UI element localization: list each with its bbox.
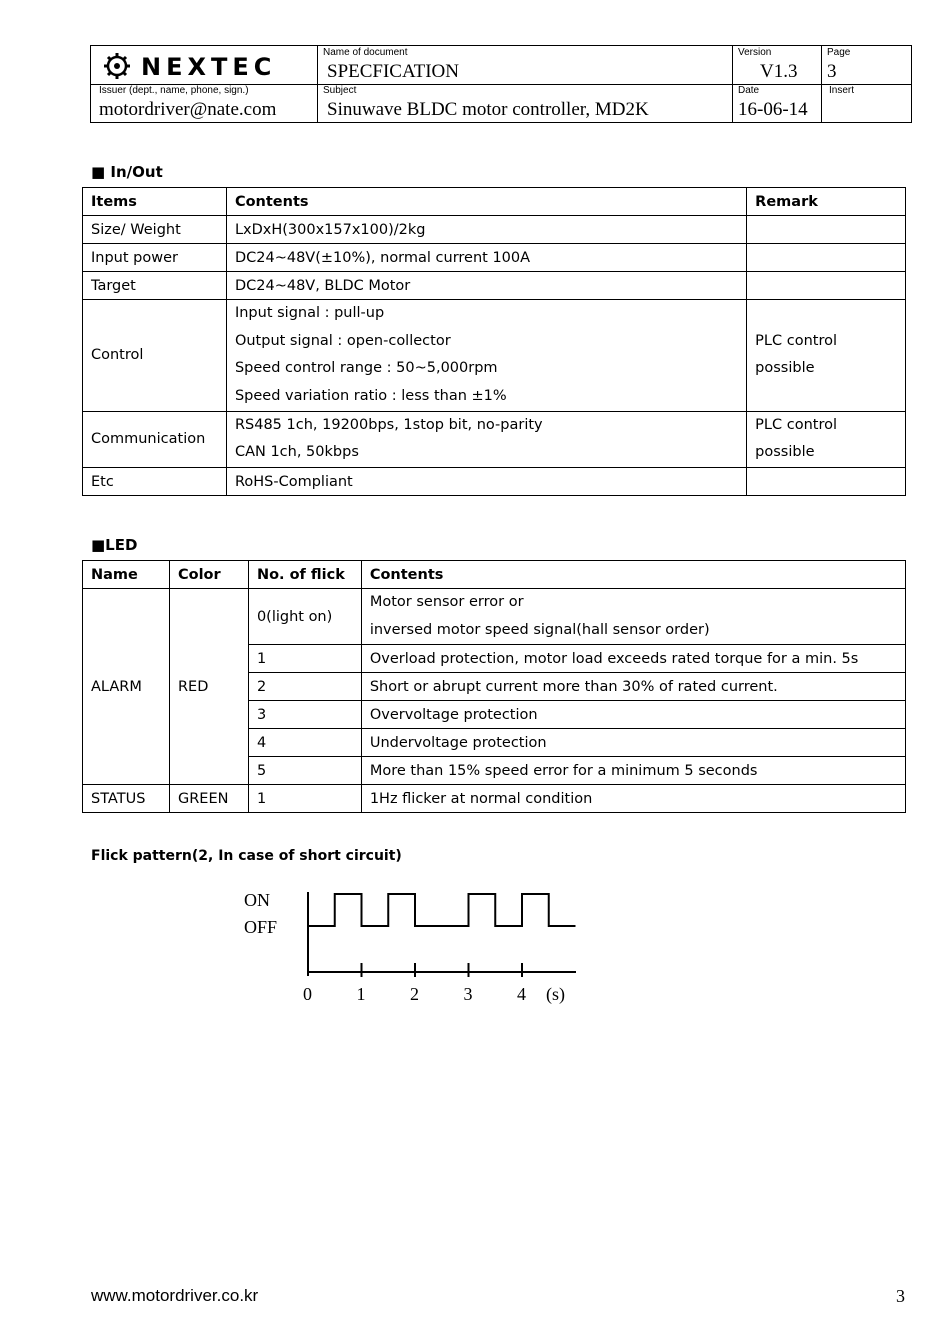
- off-label: OFF: [244, 917, 278, 937]
- gear-icon: [101, 52, 133, 80]
- insert-label: Insert: [829, 85, 855, 96]
- contents-cell: Short or abrupt current more than 30% of rated current.: [361, 673, 905, 701]
- contents-line: Speed control range : 50~5,000rpm: [234, 360, 498, 377]
- doc-name-label: Name of document: [323, 47, 408, 58]
- contents-cell: RoHS-Compliant: [226, 468, 746, 496]
- contents-cell: Overload protection, motor load exceeds rated torque for a min. 5s: [361, 645, 905, 673]
- contents-cell: [361, 589, 905, 645]
- time-tick-label: 0: [303, 984, 312, 1004]
- flick-count-cell: 0(light on): [248, 589, 361, 645]
- item-cell: Input power: [83, 244, 227, 272]
- time-tick-label: 1: [356, 984, 366, 1004]
- contents-cell: More than 15% speed error for a minimum 5 seconds: [361, 757, 905, 785]
- flick-pattern-diagram: [230, 880, 650, 1020]
- issuer-value: motordriver@nate.com: [99, 99, 277, 120]
- contents-cell: LxDxH(300x157x100)/2kg: [226, 216, 746, 244]
- table-row: [83, 468, 906, 496]
- page-label: Page: [827, 47, 851, 58]
- doc-name-cell: [317, 46, 732, 84]
- insert-cell: [821, 84, 913, 122]
- column-header: Name: [83, 561, 170, 589]
- column-header: Color: [169, 561, 248, 589]
- column-header: No. of flick: [248, 561, 361, 589]
- page-cell: [821, 46, 913, 84]
- contents-cell: [226, 411, 746, 467]
- column-header: Contents: [361, 561, 905, 589]
- remark-cell: [747, 411, 906, 467]
- subject-value: Sinuwave BLDC motor controller, MD2K: [327, 99, 649, 120]
- contents-line: RS485 1ch, 19200bps, 1stop bit, no-parity: [234, 416, 543, 433]
- table-header-row: [83, 188, 906, 216]
- flick-count-cell: 4: [248, 729, 361, 757]
- item-cell: Control: [83, 300, 227, 412]
- contents-line: CAN 1ch, 50kbps: [234, 444, 359, 461]
- flick-pattern-title: Flick pattern(2, In case of short circuit): [91, 848, 402, 864]
- inout-table: [82, 187, 906, 496]
- led-name-cell: STATUS: [83, 785, 170, 813]
- version-value: V1.3: [760, 61, 798, 82]
- version-label: Version: [738, 47, 772, 58]
- table-header-row: [83, 561, 906, 589]
- contents-line: Speed variation ratio : less than ±1%: [234, 388, 507, 405]
- remark-line: PLC control: [755, 332, 837, 349]
- contents-line: Output signal : open-collector: [234, 332, 451, 349]
- column-header: Contents: [226, 188, 746, 216]
- contents-line: Input signal : pull-up: [234, 305, 385, 321]
- flick-count-cell: 1: [248, 645, 361, 673]
- led-title: ■LED: [91, 536, 138, 554]
- on-label: ON: [244, 890, 270, 910]
- inout-title: ■ In/Out: [91, 163, 163, 181]
- remark-line: possible: [755, 360, 815, 377]
- time-tick-label: 2: [410, 984, 419, 1004]
- item-cell: Etc: [83, 468, 227, 496]
- table-row: [83, 589, 906, 645]
- version-cell: [732, 46, 821, 84]
- contents-line: inversed motor speed signal(hall sensor order): [369, 621, 710, 638]
- time-unit-label: (s): [546, 984, 565, 1004]
- contents-line: Motor sensor error or: [369, 594, 524, 610]
- date-cell: [732, 84, 821, 122]
- contents-cell: 1Hz flicker at normal condition: [361, 785, 905, 813]
- item-cell: Target: [83, 272, 227, 300]
- column-header: Items: [83, 188, 227, 216]
- footer-website: www.motordriver.co.kr: [91, 1286, 259, 1305]
- table-row: [83, 785, 906, 813]
- led-color-cell: GREEN: [169, 785, 248, 813]
- date-value: 16-06-14: [738, 99, 808, 120]
- led-name-cell: ALARM: [83, 589, 170, 785]
- remark-line: PLC control: [755, 416, 837, 433]
- flick-waveform: [308, 892, 576, 976]
- flick-count-cell: 2: [248, 673, 361, 701]
- table-row: [83, 216, 906, 244]
- document-header: [90, 45, 912, 123]
- issuer-label: Issuer (dept., name, phone, sign.): [99, 85, 249, 96]
- table-row: [83, 244, 906, 272]
- page-value: 3: [827, 61, 837, 82]
- table-row: [83, 272, 906, 300]
- flick-count-cell: 1: [248, 785, 361, 813]
- doc-name: SPECFICATION: [327, 61, 459, 82]
- nextec-logo: [99, 52, 317, 80]
- contents-cell: Undervoltage protection: [361, 729, 905, 757]
- logo-text: NEXTEC: [141, 53, 277, 81]
- remark-cell: [747, 468, 906, 496]
- item-cell: Size/ Weight: [83, 216, 227, 244]
- flick-count-cell: 5: [248, 757, 361, 785]
- contents-cell: [226, 300, 746, 412]
- flick-count-cell: 3: [248, 701, 361, 729]
- time-tick-label: 4: [517, 984, 526, 1004]
- remark-cell: [747, 216, 906, 244]
- led-color-cell: RED: [169, 589, 248, 785]
- remark-cell: [747, 300, 906, 412]
- item-cell: Communication: [83, 411, 227, 467]
- remark-cell: [747, 272, 906, 300]
- footer-page-number: 3: [896, 1286, 905, 1306]
- table-row: [83, 300, 906, 412]
- contents-cell: DC24~48V, BLDC Motor: [226, 272, 746, 300]
- time-tick-label: 3: [463, 984, 473, 1004]
- remark-cell: [747, 244, 906, 272]
- table-row: [83, 411, 906, 467]
- contents-cell: Overvoltage protection: [361, 701, 905, 729]
- subject-cell: [317, 84, 732, 122]
- subject-label: Subject: [323, 85, 357, 96]
- remark-line: possible: [755, 444, 815, 461]
- led-table: [82, 560, 906, 813]
- date-label: Date: [738, 85, 760, 96]
- column-header: Remark: [747, 188, 906, 216]
- contents-cell: DC24~48V(±10%), normal current 100A: [226, 244, 746, 272]
- issuer-cell: [91, 84, 317, 122]
